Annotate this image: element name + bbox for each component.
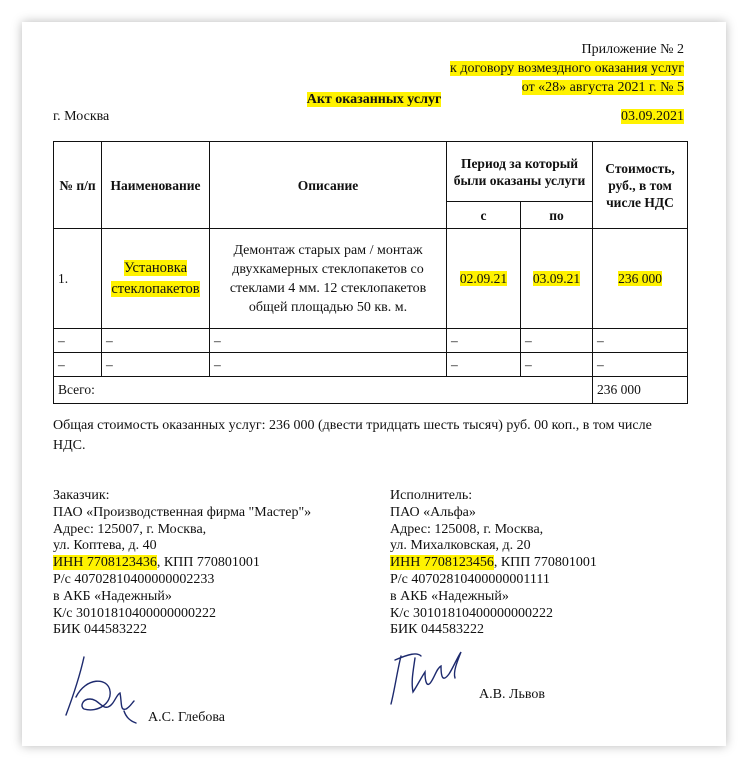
contractor-org: ПАО «Альфа» (390, 504, 476, 520)
table-row (54, 353, 688, 377)
contractor-block (390, 488, 597, 639)
customer-inn: ИНН 7708123436 (53, 555, 157, 571)
row-from: – (447, 353, 521, 377)
col-period-header: Период за который были оказаны услуги (447, 142, 593, 202)
customer-block (53, 488, 311, 639)
total-label: Всего: (54, 377, 593, 404)
customer-bank: в АКБ «Надежный» (53, 588, 172, 604)
col-name-header: Наименование (102, 142, 210, 229)
contractor-label: Исполнитель: (390, 488, 473, 503)
row-from: 02.09.21 (459, 270, 508, 286)
header-line-3: от «28» августа 2021 г. № 5 (521, 80, 684, 95)
contractor-ks: К/с 30101810400000000222 (390, 605, 553, 621)
customer-addr2: ул. Коптева, д. 40 (53, 538, 157, 554)
customer-signature (62, 647, 142, 727)
city: г. Москва (53, 109, 110, 124)
col-desc-header: Описание (210, 142, 447, 229)
services-table (53, 141, 688, 404)
customer-label: Заказчик: (53, 488, 110, 503)
contractor-bik: БИК 044583222 (390, 622, 484, 638)
customer-addr1: Адрес: 125007, г. Москва, (53, 521, 207, 537)
table-row (54, 329, 688, 353)
document-title: Акт оказанных услуг (306, 92, 442, 107)
customer-kpp: , КПП 770801001 (156, 555, 260, 571)
summary-text: Общая стоимость оказанных услуг: 236 000 (двести тридцать шесть тысяч) руб. 00 коп., в том числе НДС. (53, 418, 652, 453)
header-block (450, 40, 684, 97)
col-cost-header: Стоимость, руб., в том числе НДС (593, 142, 688, 229)
document-page (22, 22, 726, 746)
contractor-signature (387, 648, 467, 710)
row-to: 03.09.21 (532, 270, 581, 286)
document-date: 03.09.2021 (621, 109, 684, 124)
col-num-header: № п/п (54, 142, 102, 229)
row-desc: – (210, 329, 447, 353)
contractor-inn: ИНН 7708123456 (390, 555, 494, 571)
customer-rs: Р/с 40702810400000002233 (53, 571, 215, 587)
row-num: – (54, 353, 102, 377)
row-to: – (521, 329, 593, 353)
header-line-1: Приложение № 2 (581, 42, 684, 57)
row-name: – (102, 329, 210, 353)
row-cost: – (593, 329, 688, 353)
contractor-signer: А.В. Львов (479, 687, 545, 702)
row-cost: – (593, 353, 688, 377)
contractor-addr2: ул. Михалковская, д. 20 (390, 538, 531, 554)
row-name: – (102, 353, 210, 377)
contractor-rs: Р/с 40702810400000001111 (390, 571, 550, 587)
row-num: 1. (54, 229, 102, 329)
customer-org: ПАО «Производственная фирма "Мастер"» (53, 504, 312, 520)
row-num: – (54, 329, 102, 353)
row-cost: 236 000 (618, 270, 662, 286)
customer-bik: БИК 044583222 (53, 622, 147, 638)
customer-ks: К/с 30101810400000000222 (53, 605, 216, 621)
total-row (54, 377, 688, 404)
contractor-addr1: Адрес: 125008, г. Москва, (390, 521, 544, 537)
row-name: Установка стеклопакетов (111, 259, 200, 297)
contractor-bank: в АКБ «Надежный» (390, 588, 509, 604)
row-from: – (447, 329, 521, 353)
table-header-row (54, 142, 688, 202)
contractor-kpp: , КПП 770801001 (493, 555, 597, 571)
total-value: 236 000 (593, 377, 688, 404)
header-line-2: к договору возмездного оказания услуг (450, 61, 684, 76)
customer-signer: А.С. Глебова (148, 710, 225, 725)
row-desc: Демонтаж старых рам / монтаж двухкамерных стеклопакетов со стеклами 4 мм. 12 стеклопакетов общей площадью 50 кв. м. (210, 229, 447, 329)
col-to-header: по (521, 202, 593, 229)
row-desc: – (210, 353, 447, 377)
table-row (54, 229, 688, 329)
col-from-header: с (447, 202, 521, 229)
row-to: – (521, 353, 593, 377)
